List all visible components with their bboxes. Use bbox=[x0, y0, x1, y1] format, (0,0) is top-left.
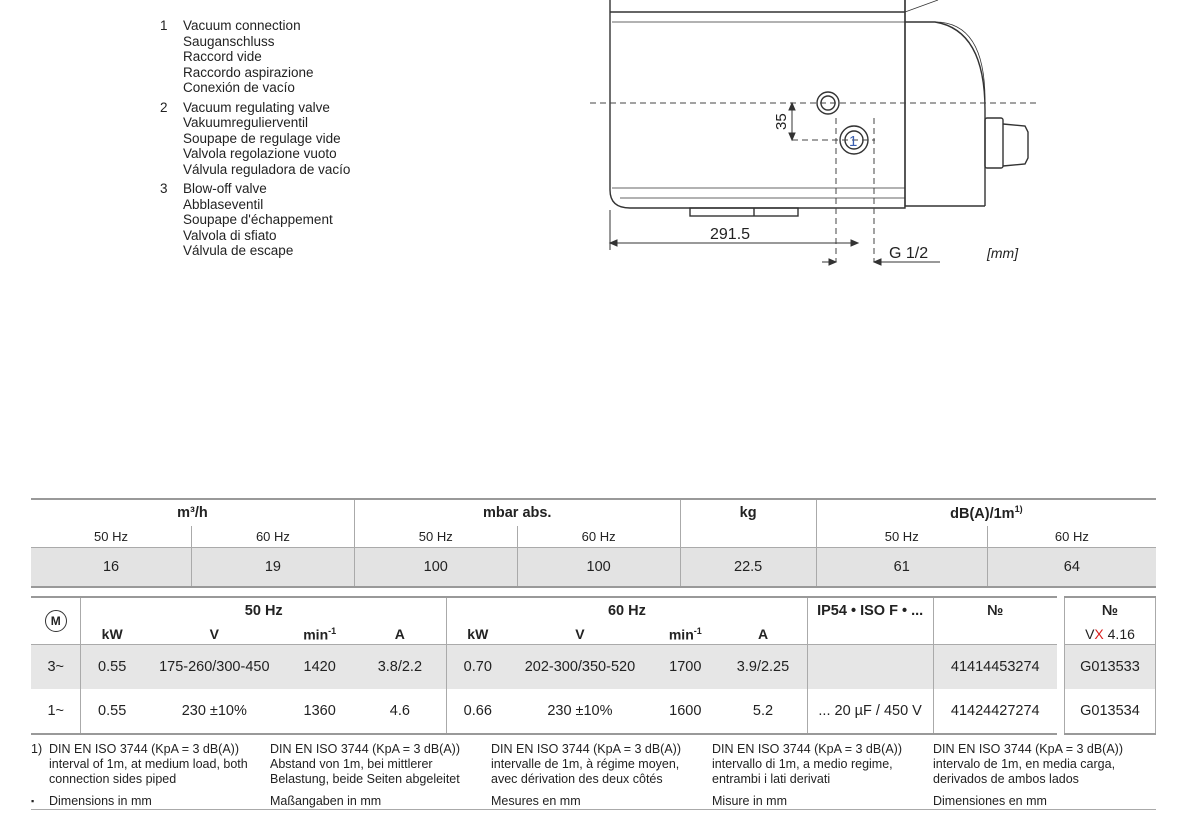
flow-60hz: 19 bbox=[192, 548, 355, 588]
noise-50hz: 61 bbox=[816, 548, 987, 588]
thread-size: G 1/2 bbox=[889, 245, 929, 262]
dimensions-note: Misure in mm bbox=[712, 794, 788, 808]
col-kw: kW bbox=[81, 624, 143, 645]
col-v: V bbox=[143, 624, 286, 645]
legend-text: Valvola regolazione vuoto bbox=[183, 146, 337, 161]
pump-body-outline bbox=[610, 0, 905, 208]
table-row bbox=[31, 645, 1156, 690]
voltage-60hz: 230 ±10% bbox=[509, 689, 652, 734]
part-number: 41424427274 bbox=[933, 689, 1057, 734]
dimension-35: 35 bbox=[773, 113, 790, 130]
current-60hz: 5.2 bbox=[719, 689, 807, 734]
legend-text: Blow-off valve bbox=[183, 181, 267, 196]
callout-label: 1 bbox=[849, 133, 858, 150]
rpm-60hz: 1700 bbox=[651, 645, 719, 690]
legend-text: Válvula reguladora de vacío bbox=[183, 161, 351, 177]
footnote-marker: 1) bbox=[31, 742, 43, 756]
footnote-text: derivados de ambos lados bbox=[933, 772, 1079, 786]
voltage-50hz: 230 ±10% bbox=[143, 689, 286, 734]
legend-text: Válvula de escape bbox=[183, 243, 294, 258]
legend-item bbox=[160, 18, 350, 96]
legend-text: Valvola di sfiato bbox=[183, 227, 277, 243]
legend-text: Soupape d'échappement bbox=[183, 212, 333, 227]
legend-number: 1 bbox=[160, 18, 168, 33]
pump-foot bbox=[690, 208, 798, 216]
footnote-text: DIN EN ISO 3744 (KpA = 3 dB(A)) bbox=[491, 742, 682, 756]
current-50hz: 4.6 bbox=[354, 689, 447, 734]
footnote-text: intervalle de 1m, à régime moyen, bbox=[491, 757, 680, 771]
pressure-header: mbar abs. bbox=[354, 499, 680, 526]
vx-number-header: № bbox=[1064, 597, 1155, 624]
rpm-50hz: 1420 bbox=[286, 645, 354, 690]
footnote-text: intervalo de 1m, en media carga, bbox=[933, 757, 1116, 771]
col-min: $\min^{-1}$ bbox=[286, 624, 354, 645]
legend-text: Abblaseventil bbox=[183, 196, 264, 212]
footer-divider bbox=[31, 809, 1156, 810]
performance-table bbox=[31, 498, 1156, 588]
hz-label: 50 Hz bbox=[94, 529, 128, 544]
pressure-60hz: 100 bbox=[517, 548, 680, 588]
legend-text: Raccordo aspirazione bbox=[183, 64, 314, 80]
pump-side-view-drawing bbox=[560, 0, 1120, 280]
legend-text: Sauganschluss bbox=[183, 33, 275, 49]
vx-number: G013534 bbox=[1064, 689, 1155, 734]
legend-text: Vacuum connection bbox=[183, 18, 301, 33]
kw-60hz: 0.70 bbox=[447, 645, 509, 690]
part-number: 41414453274 bbox=[933, 645, 1057, 690]
flow-50hz: 16 bbox=[31, 548, 192, 588]
footnote-text: Abstand von 1m, bei mittlerer bbox=[270, 757, 433, 771]
dimensions-note: Maßangaben in mm bbox=[270, 794, 382, 808]
header-60hz: 60 Hz bbox=[447, 597, 808, 624]
spec-header: IP54 • ISO F • ... bbox=[807, 597, 933, 645]
legend-text: Raccord vide bbox=[183, 49, 262, 64]
footnote-text: DIN EN ISO 3744 (KpA = 3 dB(A)) bbox=[270, 742, 461, 756]
phase: 1~ bbox=[31, 689, 81, 734]
col-v: V bbox=[509, 624, 652, 645]
legend-item bbox=[160, 100, 350, 178]
noise-60hz: 64 bbox=[987, 548, 1156, 588]
footnote-text: entrambi i lati derivati bbox=[712, 772, 831, 786]
weight-value: 22.5 bbox=[680, 548, 816, 588]
hz-label: 50 Hz bbox=[354, 526, 517, 548]
unit-label: [mm] bbox=[987, 245, 1019, 261]
footnote-text: DIN EN ISO 3744 (KpA = 3 dB(A)) bbox=[49, 742, 240, 756]
dimension-291-5: 291.5 bbox=[710, 226, 751, 243]
legend-item bbox=[160, 181, 350, 259]
legend bbox=[160, 18, 350, 263]
kw-50hz: 0.55 bbox=[81, 645, 143, 690]
legend-number: 2 bbox=[160, 99, 168, 115]
vx-number: G013533 bbox=[1064, 645, 1155, 690]
footnote-text: intervallo di 1m, a medio regime, bbox=[712, 757, 893, 771]
voltage-60hz: 202-300/350-520 bbox=[509, 645, 652, 690]
legend-text: Vakuumregulierventil bbox=[183, 115, 309, 130]
motor-symbol-cell bbox=[31, 597, 81, 645]
cable-gland bbox=[985, 118, 1003, 168]
table-row bbox=[31, 689, 1156, 734]
spec-value bbox=[807, 645, 933, 690]
rpm-60hz: 1600 bbox=[651, 689, 719, 734]
legend-number: 3 bbox=[160, 181, 168, 196]
bullet-icon: ▪ bbox=[31, 796, 35, 806]
header-50hz: 50 Hz bbox=[81, 597, 447, 624]
col-kw: kW bbox=[447, 624, 509, 645]
current-60hz: 3.9/2.25 bbox=[719, 645, 807, 690]
part-number-header: № bbox=[933, 597, 1057, 645]
motor-table bbox=[31, 596, 1156, 735]
hz-label: 50 Hz bbox=[816, 526, 987, 548]
footnote-text: Belastung, beide Seiten abgeleitet bbox=[270, 772, 460, 786]
legend-text: Soupape de regulage vide bbox=[183, 130, 341, 146]
spec-value: ... 20 µF / 450 V bbox=[807, 689, 933, 734]
footnotes bbox=[31, 742, 1156, 809]
hz-label: 60 Hz bbox=[987, 526, 1156, 548]
phase: 3~ bbox=[31, 645, 81, 690]
vx-model: VX 4.16 bbox=[1064, 624, 1155, 645]
footnote-text: DIN EN ISO 3744 (KpA = 3 dB(A)) bbox=[712, 742, 903, 756]
flow-header: m³/h bbox=[31, 499, 354, 526]
col-min: $\min^{-1}$ bbox=[651, 624, 719, 645]
footnote-text: DIN EN ISO 3744 (KpA = 3 dB(A)) bbox=[933, 742, 1124, 756]
dimensions-note: Dimensiones en mm bbox=[933, 794, 1047, 808]
legend-text: Vacuum regulating valve bbox=[183, 99, 330, 115]
hz-label: 60 Hz bbox=[192, 526, 355, 548]
noise-header: $dB(A)/1m^{1)}$ bbox=[816, 499, 1156, 526]
kw-60hz: 0.66 bbox=[447, 689, 509, 734]
voltage-50hz: 175-260/300-450 bbox=[143, 645, 286, 690]
dimensions-note: Dimensions in mm bbox=[49, 794, 152, 808]
hz-label: 60 Hz bbox=[517, 526, 680, 548]
dimensions-note: Mesures en mm bbox=[491, 794, 581, 808]
motor-icon: M bbox=[45, 610, 67, 632]
weight-header: kg bbox=[680, 499, 816, 526]
footnote-text: interval of 1m, at medium load, both bbox=[49, 757, 248, 771]
kw-50hz: 0.55 bbox=[81, 689, 143, 734]
footnote-text: connection sides piped bbox=[49, 772, 177, 786]
rpm-50hz: 1360 bbox=[286, 689, 354, 734]
pressure-50hz: 100 bbox=[354, 548, 517, 588]
footnote-text: avec dérivation des deux côtés bbox=[491, 772, 663, 786]
legend-text: Conexión de vacío bbox=[183, 80, 295, 95]
col-a: A bbox=[719, 624, 807, 645]
current-50hz: 3.8/2.2 bbox=[354, 645, 447, 690]
col-a: A bbox=[354, 624, 447, 645]
